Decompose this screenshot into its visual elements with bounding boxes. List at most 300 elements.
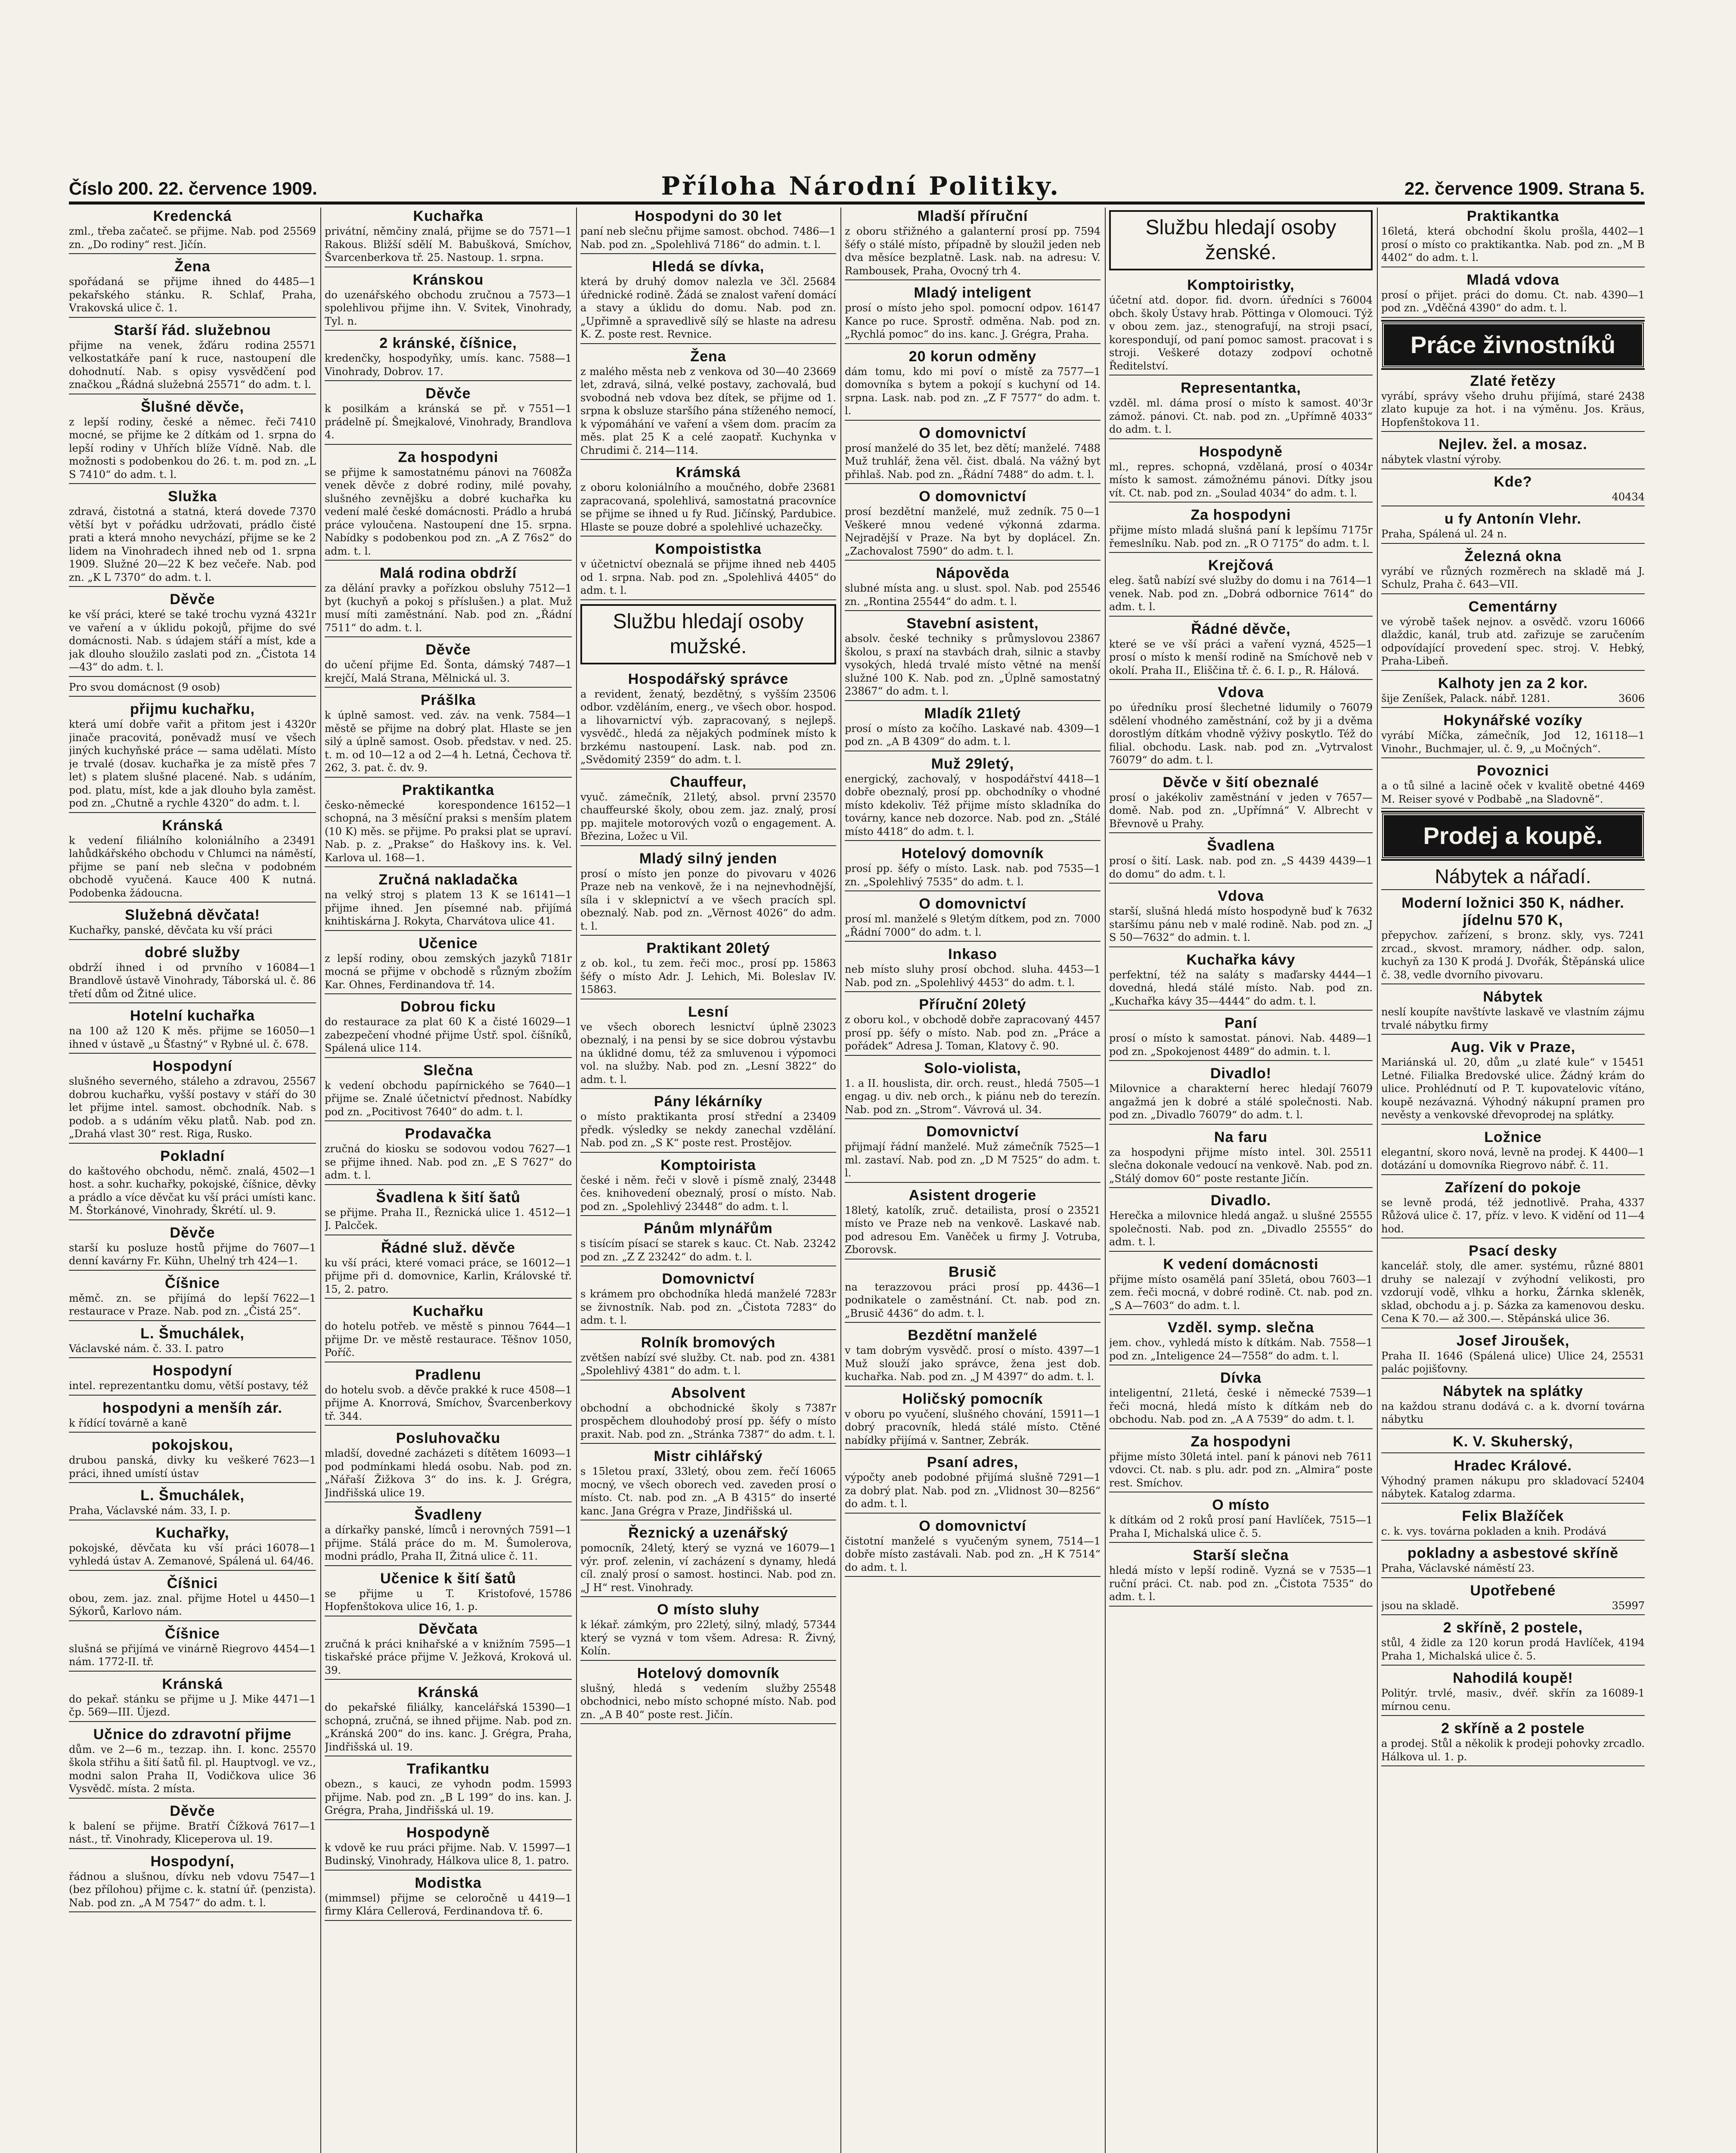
ad-headline: u fy Antonín Vlehr. [1444, 511, 1582, 527]
classified-ad [580, 1003, 836, 1089]
ad-headline: Nápověda [936, 565, 1010, 581]
ad-text: přepychov. zařízení, s bronz. skly, vys. zrcad., skvost. mramory, nádher. odp. salon, kuchyň za 130 K prodá J. Dvořák, Štěpánská ulice č. 38, vedle dvorního pivovaru. [1381, 929, 1645, 981]
ad-reference-number: 23491 [283, 834, 316, 847]
ad-text: perfektní, též na saláty s maďarsky dovedná, hledá stálé místo. Nab. pod zn. „Kuchařka kávy 35—4444“ do adm. t. l. [1109, 968, 1373, 1007]
ad-body [1109, 1082, 1373, 1122]
ad-text: starší, slušná hledá místo hospodyně buď k staršímu pánu neb v malé rodině. Nab. pod zn. „J S 50—7632“ do admin. t. l. [1109, 905, 1373, 943]
ad-body [69, 681, 316, 694]
ad-headline: Praktikant 20letý [646, 940, 770, 956]
ad-reference-number: 16012—1 [522, 1256, 572, 1269]
column-3 [580, 208, 836, 2153]
ad-reference-number: 7622—1 [273, 1292, 316, 1304]
ad-headline: Kránská [162, 1675, 223, 1692]
ad-text: dům. ve 2—6 m., tezzap. ihn. I. konc. škola střihu a šití šatů fil. pl. Hauptvogl. ve vz., modni salon Praha II, Vodičkova ulice 36 Vysvědč. místa. 2 místa. [69, 1743, 316, 1795]
classified-ad [1381, 1433, 1645, 1453]
ad-headline: Cementárny [1468, 598, 1558, 615]
ad-text: inteligentní, 21letá, české i německé řeči mocná, hledá místo k dítkám neb do obchodu. Nab. pod zn. „A A 7539“ do adm. t. l. [1109, 1387, 1373, 1425]
ad-body [845, 963, 1100, 989]
ad-headline: pokojskou, [152, 1437, 233, 1453]
classified-ad [845, 755, 1100, 841]
ad-body [69, 1417, 316, 1430]
classified-ad [580, 464, 836, 537]
ad-reference-number: 25684 [803, 276, 836, 288]
ad-body [69, 834, 316, 900]
ad-text: čistotní manželé s vyučeným synem, dobře místo zastávali. Nab. pod zn. „H K 7514“ do adm. t. l. [845, 1535, 1100, 1573]
ad-text: která umí dobře vařit a přitom jest i jinače pracovitá, poněvadž musí ve všech jiných kuchyňské práce — sama udělati. Místo je trvalé (dosav. kuchařka je za místě přes 7 let) s platem slušné placené. Nab. s udáním, pod. platu, míst, kde a jak dlouho byla zaměst. pod zn. „Chutně a rychle 4320“ do adm. t. l. [69, 718, 316, 809]
ad-text: česko-německé korespondence schopná, na 3 měsíční praksi s menším platem (10 K) měs. se přijme. Po praksi plat se upraví. Nab. p. z. „Prakse“ do Haškovy ins. k. Vel. Karlova ul. 168—1. [325, 799, 572, 864]
ad-headline: Hledá se dívka, [652, 258, 765, 275]
classified-ad [845, 208, 1100, 280]
classified-ad [325, 1824, 572, 1871]
classified-ad [845, 1187, 1100, 1260]
ad-text: prosí o místo za kočího. Laskavé nab. pod zn. „A B 4309“ do adm. t. l. [845, 722, 1053, 748]
classified-ad [580, 258, 836, 344]
classified-ad [325, 449, 572, 561]
classified-ad [325, 782, 572, 868]
classified-ad [69, 1726, 316, 1799]
ad-text: obou, zem. jaz. znal. přijme Hotel u Sýkorů, Karlovo nám. [69, 1592, 269, 1617]
ad-reference-number: 7607—1 [273, 1241, 316, 1254]
ad-body [580, 1402, 836, 1441]
classified-ad [1381, 510, 1645, 544]
ad-body [1381, 390, 1645, 429]
ad-text: k vedení filiálního koloniálního a lahůdkářského obchodu v Chlumci na náměstí, přijme se paní neb slečna v podobném obchodě vyučená. Kauce 400 K nutná. Podobenka žádoucna. [69, 834, 316, 899]
classified-ad [1381, 1582, 1645, 1616]
ad-body [1381, 729, 1645, 755]
ad-reference-number: 7614—1 [1329, 574, 1373, 586]
ad-body [845, 912, 1100, 939]
ad-body [845, 1140, 1100, 1180]
ad-text: 1. a II. houslista, dir. orch. reust., hledá engag. u div. neb orch., k piánu neb do terezín. Nab. pod zn. „Strom“. Vávrová ul. 34. [845, 1077, 1100, 1116]
ad-body [1381, 453, 1645, 466]
ad-text: prosí o místo k samostat. pánovi. Nab. pod zn. „Spokojenost 4489“ do admin. t. l. [1109, 1032, 1331, 1058]
ad-headline: přijmu kuchařku, [130, 701, 255, 717]
column-divider [840, 208, 841, 2153]
ad-body [845, 1077, 1100, 1117]
ad-headline: O domovnictví [919, 425, 1026, 441]
ad-headline: Trafikantku [406, 1761, 490, 1777]
ad-body [69, 339, 316, 391]
ad-body [1109, 524, 1373, 550]
classified-ad [845, 615, 1100, 701]
ad-reference-number: 4508—1 [528, 1384, 572, 1396]
ad-body [325, 709, 572, 775]
classified-ad [1109, 1547, 1373, 1607]
classified-ad [1381, 712, 1645, 758]
ad-body [69, 1454, 316, 1480]
classified-ad [580, 1270, 836, 1330]
classified-ad [580, 670, 836, 769]
ad-headline: Za hospodyni [1190, 507, 1291, 523]
date-page-number: 22. července 1909. Strana 5. [1404, 178, 1645, 199]
ad-body [69, 608, 316, 674]
ad-reference-number: 7535—1 [1329, 1564, 1373, 1576]
ad-headline: Posluhovačku [396, 1430, 501, 1446]
ad-body [1109, 968, 1373, 1008]
ad-text: se levně prodá, též jednotlivě. Praha, Růžová ulice č. 17, příz. v levo. K vidění od 11—4 hod. [1381, 1196, 1645, 1235]
ad-reference-number: 4457 [1074, 1014, 1100, 1026]
ad-text: obdrží ihned i od prvního v Brandlově ústavě Vinohrady, Táborská ul. č. 86 třetí dům od Žitné ulice. [69, 961, 316, 1000]
ad-reference-number: 16147 [1067, 302, 1100, 314]
ad-reference-number: 7573—1 [528, 289, 572, 301]
ad-headline: Ložnice [1484, 1129, 1542, 1145]
classified-ad [1109, 951, 1373, 1011]
column-5 [1109, 208, 1373, 2153]
ad-reference-number: 4454—1 [273, 1642, 316, 1655]
classified-ad [1109, 1496, 1373, 1543]
classified-ad [1381, 1179, 1645, 1239]
ad-headline: K. V. Skuherský, [1453, 1433, 1573, 1450]
ad-body [1381, 1056, 1645, 1122]
ad-headline: Holičský pomocník [902, 1390, 1043, 1407]
ad-body [1381, 615, 1645, 668]
ad-body [1109, 854, 1373, 881]
ad-reference-number: 4469 [1618, 780, 1645, 792]
ad-text: přijme místo mladá slušná paní k lepšímu řemeslníku. Nab. pod zn. „R O 7175“ do adm. t. l. [1109, 524, 1370, 549]
ad-body [845, 1344, 1100, 1384]
ad-body [325, 1079, 572, 1119]
ad-text: zručná k práci knihařské a v knižním tiskařské práce přijme V. Ježková, Kroková ul. 39. [325, 1638, 572, 1676]
ad-text: v účetnictví obeznalá se přijme ihned neb od 1. srpna. Nab. pod zn. „Spolehlivá 4405“ do adm. t. l. [580, 558, 836, 596]
ad-headline: Nejlev. žel. a mosaz. [1438, 436, 1587, 453]
ad-headline: Asistent drogerie [908, 1187, 1037, 1204]
ad-body [580, 1110, 836, 1150]
ad-text: účetní atd. dopor. fid. dvorn. úředníci s obch. školy Ústavy hrab. Pöttinga v Olomouci. Týž v obou zem. jaz., stenografují, na stroji psací, korespondují, od paní pomoc samost. pracovat i s stroji. Veškeré dotazy zodpoví ochotně Ředitelství. [1109, 294, 1373, 372]
ad-headline: O domovnictví [919, 1517, 1026, 1534]
ad-text: a revident, ženatý, bezdětný, s vyšším odbor. vzděláním, energ., ve všech obor. hospod. a lihovarnictví výb. zapracovaný, s nejlepš. vysvědč., hledá za nějakých podmínek místo k brzkému nastoupení. Lask. nab. pod zn. „Svědomitý 2359“ do adm. t. l. [580, 688, 836, 766]
classified-ad [69, 1524, 316, 1571]
ad-body [1381, 1350, 1645, 1376]
classified-ad [325, 1506, 572, 1566]
ad-reference-number: 7594 [1074, 225, 1100, 237]
ad-headline: Mladý silný jenden [639, 850, 778, 867]
ad-reference-number: 25546 [1067, 582, 1100, 594]
ad-body [325, 888, 572, 928]
ad-body [69, 961, 316, 1001]
ad-text: na 100 až 120 K měs. přijme se ihned v ústavě „u Šťastný“ v Rybné ul. č. 678. [69, 1025, 309, 1050]
classified-ad [325, 565, 572, 637]
column-6 [1381, 208, 1645, 2153]
ad-text: k vedení obchodu papírnického se přijme se. Znalé účetnictví přednost. Nabídky pod zn. „Pocitivost 7640“ do adm. t. l. [325, 1079, 572, 1118]
classified-ad [69, 1325, 316, 1359]
ad-text: mladší, dovedné zacházeti s dítětem pod podmínkami hledá osobu. Nab. pod zn. „Nářaší Žižkova 3“ do ins. k. J. Grégra, Jindřišská ulice 19. [325, 1447, 572, 1499]
ad-text: slušný, hledá s vedením služby obchodnici, nebo místo schopné místo. Nab. pod zn. „A B 40“ poste rest. Jičín. [580, 1682, 836, 1721]
ad-reference-number: 4194 [1618, 1637, 1645, 1649]
classified-ad [325, 1189, 572, 1235]
ad-body [69, 1379, 316, 1393]
classified-ad [325, 692, 572, 778]
ad-reference-number: 4026 [809, 867, 836, 880]
classified-ad [1381, 436, 1645, 469]
ad-headline: Mladý inteligent [914, 285, 1032, 301]
ad-text: prosí pp. šéfy o místo. Lask. nab. pod zn. „Spolehlivý 7535“ do adm. t. l. [845, 862, 1053, 888]
ad-text: drubou panská, divky ku veškeré práci, ihned umístí ústav [69, 1454, 269, 1480]
ad-headline: Služebná děvčata! [125, 907, 260, 923]
ad-reference-number: 4444—1 [1329, 968, 1373, 981]
ad-headline: Nábytek na splátky [1442, 1383, 1584, 1399]
ad-text: které se ve vší práci a vaření vyzná, prosí o místo k menší rodině na Smíchově neb v okolí. Praha II., Eliščina tř. č. 6. I. p., R. Hálová. [1109, 638, 1373, 676]
ad-reference-number: 4405 [809, 558, 836, 570]
classified-ad [69, 944, 316, 1004]
ad-text: ve všech oborech lesnictví úplně obeznalý, i na pensi by se sice dobrou výstavbu na úklidné domu, též za smluvenou i výpomoci vol. na služby. Nab. pod zn. „Lesní 3822“ do adm. t. l. [580, 1021, 836, 1086]
ad-reference-number: 4502—1 [273, 1165, 316, 1177]
ad-headline: Učnice do zdravotní přijme [93, 1726, 292, 1743]
ad-headline: Praktikantka [1466, 208, 1559, 224]
ad-reference-number: 4489—1 [1329, 1032, 1373, 1044]
ad-text: a prodej. Stůl a několik k prodeji pohovky zrcadlo. Hálkova ul. 1. p. [1381, 1737, 1645, 1763]
ad-reference-number: 23521 [1067, 1204, 1100, 1216]
ad-body [845, 772, 1100, 838]
section-banner: Prodej a koupě. [1381, 813, 1645, 859]
ad-reference-number: 16093—1 [522, 1447, 572, 1459]
ad-reference-number: 75 0—1 [1060, 506, 1100, 518]
ad-body [580, 688, 836, 766]
ad-body [325, 225, 572, 264]
classified-ad [580, 940, 836, 999]
ad-text: z lepší rodiny, české a němec. řeči mocné, se přijme ke 2 dítkám od 1. srpna do lepší rodiny v Uhřích blíže Vídně. Nab. dle možnosti s podobenkou do 26. t. m. pod zn. „L S 7410“ do adm. t. l. [69, 416, 316, 481]
ad-headline: Kredencká [153, 208, 232, 224]
ad-reference-number: 7632 [1346, 905, 1373, 917]
ad-text: na terazzovou práci prosí pp. podnikatele o zaměstnání. Ct. nab. pod zn. „Brusič 4436“ do adm. t. l. [845, 1281, 1100, 1319]
ad-headline: Brusič [949, 1263, 997, 1280]
ad-reference-number: 15911—1 [1051, 1408, 1100, 1420]
ad-headline: Hokynářské vozíky [1443, 712, 1583, 729]
ad-text: ku vší práci, které vomaci práce, se přijme při d. domovnice, Karlin, Královské tř. 15, 2. patro. [325, 1256, 572, 1295]
ad-text: z lepší rodiny, obou zemských jazyků mocná se přijme v obchodě s různým zbožím Kar. Ohnes, Ferdinandova tř. 14. [325, 952, 572, 991]
ad-headline: Zařízení do pokoje [1445, 1179, 1581, 1196]
ad-body [1381, 1737, 1645, 1763]
ad-reference-number: 8801 [1618, 1260, 1645, 1272]
classified-ad [69, 258, 316, 318]
classified-ad [845, 705, 1100, 751]
ad-text: Kuchařky, panské, děvčata ku vší práci [69, 924, 273, 936]
ad-body [325, 1256, 572, 1296]
ad-body [325, 1206, 572, 1232]
ad-reference-number: 7488 [1074, 442, 1100, 454]
ad-text: z ob. kol., tu zem. řeči moc., prosí pp. šéfy o místo Adr. J. Lehich, Mi. Boleslav IV. 15863. [580, 957, 836, 996]
ad-headline: K vedení domácnosti [1163, 1256, 1319, 1272]
ad-headline: Kuchařka [413, 208, 484, 224]
ad-text: do pekařské filiálky, kancelářská schopná, zručná, se ihned přijme. Nab. pod zn. „Kránská 200“ do ins. kanc. J. Grégra, Praha, Jindřišská ul. 19. [325, 1701, 572, 1753]
ad-text: zručná do kiosku se sodovou vodou se přijme ihned. Nab. pod zn. „E S 7627“ do adm. t. l. [325, 1143, 572, 1181]
ad-body [1109, 1032, 1373, 1058]
ad-text: prosí bezdětní manželé, muž zedník. Veškeré mnou vedené výkonná zdarma. Nejradější v Praze. Na byt by doplácel. Zn. „Zachovalost 7590“ do adm. t. l. [845, 506, 1100, 557]
ad-text: s tisícím písací se starek s kauc. Ct. Nab. pod zn. „Z Z 23242“ do adm. t. l. [580, 1238, 799, 1263]
ad-body [69, 1743, 316, 1796]
classified-ad [69, 1058, 316, 1144]
ad-text: pomocník, 24letý, který se vyzná ve výr. prof. zelenin, ví zacházení s dynamy, hledá cíl. znalý prosí o samost. hostinci. Nab. pod zn. „J H“ rest. Vinohrady. [580, 1542, 836, 1594]
ad-body [69, 1693, 316, 1719]
ad-headline: Kránská [162, 817, 223, 834]
classified-ad [580, 1220, 836, 1266]
classified-ad [325, 208, 572, 267]
ad-headline: Řádné služ. děvče [381, 1239, 515, 1256]
ad-text: s krámem pro obchodníka hledá manželé se živnostník. Nab. pod zn. „Čistota 7283“ do adm. t. l. [580, 1288, 836, 1326]
ad-headline: Na faru [1214, 1129, 1268, 1145]
classified-ad [845, 946, 1100, 992]
classified-ad [1109, 837, 1373, 884]
ad-text: Mariánská ul. 20, dům „u zlaté kule“ v Letné. Filialka Bredovské ulice. Žádný krám do ulice. Prohlédnutí od P. T. kupovatelovic vítáno, koupě nezávazná. Výhodný nákupní pramen pro nevěsty a venkovské dřevoprodej na splátky. [1381, 1056, 1645, 1121]
ad-headline: Kompoististka [655, 541, 762, 557]
ad-headline: Hotelový domovník [901, 845, 1044, 862]
ad-body [325, 799, 572, 865]
ad-text: prosí o místo jen ponze do pivovaru v Praze neb na venkově, že i na nejnevhodnější, síla i v sklepnictví a ve všech pracích spl. obeznalý. Nab. pod zn. „Věrnost 4026“ do adm. t. l. [580, 867, 836, 932]
ad-reference-number: 4525—1 [1329, 638, 1373, 650]
classified-ad [1381, 208, 1645, 267]
ad-text: 16letá, která obchodní školu prošla, prosí o místo co praktikantka. Nab. pod zn. „M B 4402“ do adm. t. l. [1381, 225, 1645, 264]
ad-reference-number: 4034r [1341, 460, 1373, 473]
classified-ad [69, 488, 316, 587]
ad-reference-number: 25569 [283, 225, 316, 237]
ad-reference-number: 16065 [803, 1465, 836, 1477]
ad-body [1109, 460, 1373, 500]
ad-headline: Děvče v šití obeznalé [1162, 774, 1319, 791]
classified-ad [69, 1224, 316, 1271]
ad-body [69, 1292, 316, 1318]
classified-ad [325, 1620, 572, 1680]
ad-body [325, 1320, 572, 1359]
classified-ad [69, 208, 316, 254]
ad-text: obchodní a obchodnické školy s prospěchem dlouhodobý prosí pp. šéfy o místo praxit. Nab. pod zn. „Stránka 7387“ do adm. t. l. [580, 1402, 836, 1440]
ad-text: k lékař. zámkým, pro 22letý, silný, mladý, který se vyzná v tom všem. Adresa: R. Živný, Kolín. [580, 1619, 836, 1657]
ad-headline: Psací desky [1469, 1243, 1557, 1259]
ad-body [325, 1841, 572, 1868]
classified-ad [845, 1454, 1100, 1514]
ad-text: Praha, Spálená ul. 24 n. [1381, 528, 1507, 540]
ad-headline: Kuchařky, [155, 1524, 229, 1541]
ad-headline: Hospodyní, [150, 1853, 235, 1870]
ad-body [1381, 1146, 1645, 1172]
ad-text: kredenčky, hospodyňky, umís. kanc. Vinohrady, Dobrov. 17. [325, 352, 524, 378]
ad-body [325, 582, 572, 634]
ad-body [1381, 1525, 1645, 1538]
ad-body [1381, 1687, 1645, 1713]
ad-text: vyuč. zámečník, 21letý, absol. první chauffeurské školy, obou zem. jaz. znalý, prosí pp. majitele motorových vozů o engagement. A. Březina, Ložec u Vil. [580, 791, 836, 842]
ad-reference-number: 16152—1 [522, 799, 572, 811]
ad-reference-number: 76079 [1339, 1083, 1373, 1095]
ad-body [1109, 1146, 1373, 1185]
ad-headline: Psaní adres, [927, 1454, 1019, 1470]
section-rubric: Službu hledají osoby ženské. [1109, 210, 1373, 270]
ad-headline: Švadlena [1207, 838, 1275, 854]
ad-reference-number: 4381 [809, 1351, 836, 1364]
ad-headline: Nahodilá koupě! [1453, 1670, 1573, 1686]
classified-ad [69, 817, 316, 903]
classified-ad [580, 1601, 836, 1661]
classified-ad [325, 1760, 572, 1820]
ad-headline: Mladá vdova [1466, 271, 1559, 288]
ad-body [1381, 1260, 1645, 1325]
ad-headline: Učenice [418, 935, 478, 952]
ad-reference-number: 16141—1 [522, 889, 572, 901]
ad-headline: Děvčata [418, 1620, 478, 1637]
ad-headline: Hotelový domovník [637, 1665, 780, 1681]
ad-body [325, 1587, 572, 1613]
ad-headline: Děvče [170, 1224, 215, 1241]
ad-headline: Rolník bromových [641, 1334, 776, 1351]
ad-reference-number: 52404 [1612, 1474, 1645, 1487]
ad-headline: Povoznici [1477, 763, 1549, 779]
ad-body [1109, 1514, 1373, 1540]
ad-body [69, 718, 316, 810]
ad-text: Praha II. 1646 (Spálená ulice) Ulice 24, palác pojišťovny. [1381, 1350, 1608, 1375]
classified-ad [69, 1853, 316, 1913]
ad-reference-number: 7535—1 [1057, 862, 1100, 875]
ad-body [580, 558, 836, 597]
ad-text: energický, zachovalý, v hospodářství dobře obeznalý, prosí pp. obchodníky o vhodné místo kdekoliv. Též přijme místo skladníka do továrny, kance neb dozorce. Nab. pod zn. „Stálé místo 4418“ do adm. t. l. [845, 772, 1100, 838]
ad-headline: L. Šmuchálek, [140, 1487, 245, 1504]
ad-reference-number: 7410 [289, 416, 316, 428]
classified-ad [1381, 988, 1645, 1035]
ad-text: slušná se přijímá ve vinárně Riegrovo nám. 1772-II. tř. [69, 1642, 269, 1668]
classified-ad [845, 1060, 1100, 1120]
ad-body [580, 275, 836, 341]
ad-headline: Hotelní kuchařka [130, 1008, 255, 1024]
ad-reference-number: 15390—1 [522, 1701, 572, 1713]
ad-reference-number: 7291—1 [1057, 1471, 1100, 1483]
ad-reference-number: 25511 [1339, 1146, 1373, 1158]
classified-ad [325, 1303, 572, 1362]
ad-reference-number: 7181r [540, 952, 572, 965]
ad-headline: Solo-violista, [924, 1060, 1021, 1076]
ad-headline: Malá rodina obdrží [379, 565, 517, 581]
ad-text: za hospodyni přijme místo intel. 30l. slečna dokonale vedoucí na venkově. Nab. pod zn. „Stálý domov 60“ poste restante Jičín. [1109, 1146, 1373, 1185]
ad-text: privátní, němčiny znalá, přijme se do Rakous. Bližší sdělí M. Babušková, Smíchov, Švarcenberkova tř. 25. Nastoup. 1. srpna. [325, 225, 572, 264]
ad-reference-number: 16078—1 [266, 1542, 316, 1554]
classified-ad [1109, 1129, 1373, 1188]
ad-reference-number: 7588—1 [528, 352, 572, 364]
ad-body [325, 1892, 572, 1918]
ad-text: do učení přijme Ed. Šonta, dámský krejčí, Malá Strana, Mělnická ul. 3. [325, 659, 524, 684]
ad-body [1109, 638, 1373, 677]
ad-headline: Absolvent [671, 1384, 746, 1401]
ad-text: c. k. vys. továrna pokladen a knih. Prodává [1381, 1525, 1606, 1537]
ad-text: k dítkám od 2 roků prosí paní Havlíček, Praha I, Michalská ulice č. 5. [1109, 1514, 1325, 1539]
ad-headline: Děvče [425, 642, 471, 658]
ad-body [845, 1204, 1100, 1256]
ad-reference-number: 23681 [803, 481, 836, 493]
ad-body [845, 1471, 1100, 1511]
ad-headline: Upotřebené [1470, 1582, 1556, 1599]
ad-body [580, 481, 836, 534]
ad-headline: Šlušné děvče, [141, 398, 244, 415]
classified-ad [1381, 1508, 1645, 1541]
ad-reference-number: 7617—1 [273, 1820, 316, 1832]
classified-ad [325, 1062, 572, 1122]
ad-reference-number: 23023 [803, 1021, 836, 1033]
ad-text: Politýr. trvlé, masiv., dvéř. skřín za mírnou cenu. [1381, 1687, 1598, 1712]
ad-reference-number: 23506 [803, 688, 836, 700]
ad-text: do pekař. stánku se přijme u J. Mike čp. 569—III. Újezd. [69, 1693, 269, 1718]
ad-body [1109, 791, 1373, 831]
ad-text: paní neb slečnu přijme samost. obchod. Nab. pod zn. „Spolehlivá 7186“ do admin. t. l. [580, 225, 821, 251]
ad-text: k balení se přijme. Bratří Čížková nást., tř. Vinohrady, Kliceperova ul. 19. [69, 1820, 273, 1845]
ad-text: hledá místo v lepší rodině. Vyzná se v ruční práci. Ct. nab. pod zn. „Čistota 7535“ do adm. t. l. [1109, 1564, 1373, 1603]
ad-body [69, 1820, 316, 1846]
ad-reference-number: 7387r [805, 1402, 836, 1414]
ad-body [580, 1682, 836, 1722]
ad-headline: Muž 29letý, [931, 755, 1014, 772]
ad-text: vyrábí, správy všeho druhu přijímá, staré zlato kupuje za hot. i na výměnu. Jos. Kräus, Hopfenštokova 11. [1381, 390, 1645, 428]
ad-text: z oboru koloniálního a moučného, dobře zapracovaná, spolehlivá, samostatná pracovníce se přijme se ihned u fy Rud. Jičínský, Pardubice. Hlaste se pouze dobré a spolehlivé uchazečky. [580, 481, 836, 533]
ad-reference-number: 23669 [803, 365, 836, 378]
classified-ad [1381, 762, 1645, 809]
ad-text: Herečka a milovnice hledá angaž. u slušné společnosti. Nab. pod zn. „Divadlo 25555“ do adm. t. l. [1109, 1210, 1373, 1248]
ad-body [325, 952, 572, 992]
ad-text: ve výrobě tašek nejnov. a osvědč. vzoru dlaždic, kanál, trub atd. zařizuje se zaručením odpovídající provedení spec. stroj. V. Hebký, Praha-Libeň. [1381, 615, 1645, 667]
ad-text: Výhodný pramen nákupu pro skladovací nábytek. Katalog zdarma. [1381, 1474, 1608, 1500]
ad-text: Václavské nám. č. 33. I. patro [69, 1342, 224, 1355]
